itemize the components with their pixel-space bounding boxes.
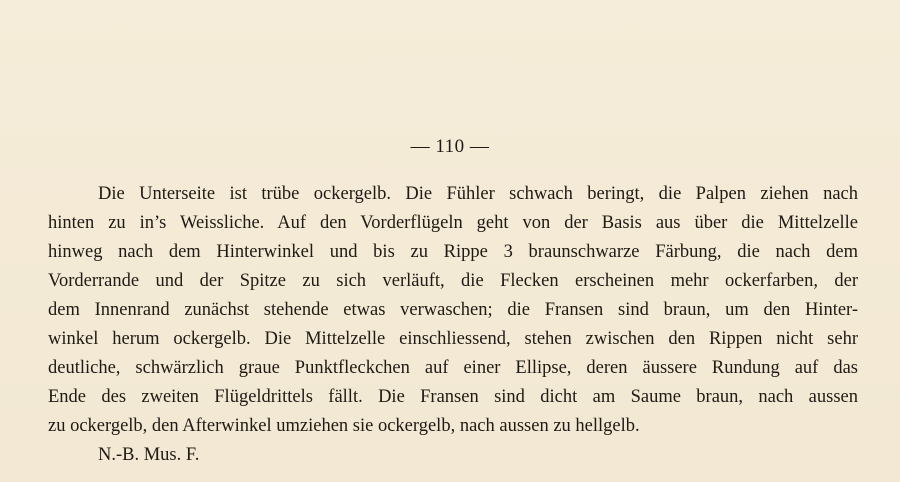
paragraph-line: deutliche, schwärzlich graue Punktfleckchen auf einer Ellipse, deren äussere Rundung auf das (48, 358, 858, 378)
body-paragraph (48, 180, 858, 470)
paragraph-line: Ende des zweiten Flügeldrittels fällt. Die Fransen sind dicht am Saume braun, nach aussen (48, 387, 858, 407)
paragraph-line: Vorderrande und der Spitze zu sich verläuft, die Flecken erscheinen mehr ockerfarben, der (48, 271, 858, 291)
paragraph-line: dem Innenrand zunächst stehende etwas verwaschen; die Fransen sind braun, um den Hinter- (48, 300, 858, 320)
paragraph-line: hinten zu in’s Weissliche. Auf den Vorderflügeln geht von der Basis aus über die Mittelzelle (48, 213, 858, 233)
specimen-reference: N.-B. Mus. F. (98, 445, 200, 465)
paragraph-line: zu ockergelb, den Afterwinkel umziehen sie ockergelb, nach aussen zu hellgelb. (48, 416, 640, 436)
page-number: — 110 — (410, 136, 490, 157)
paragraph-line: hinweg nach dem Hinterwinkel und bis zu Rippe 3 braunschwarze Färbung, die nach dem (48, 242, 858, 262)
paragraph-line: winkel herum ockergelb. Die Mittelzelle einschliessend, stehen zwischen den Rippen nicht sehr (48, 329, 858, 349)
paragraph-line: Die Unterseite ist trübe ockergelb. Die Fühler schwach beringt, die Palpen ziehen nach (98, 184, 858, 204)
